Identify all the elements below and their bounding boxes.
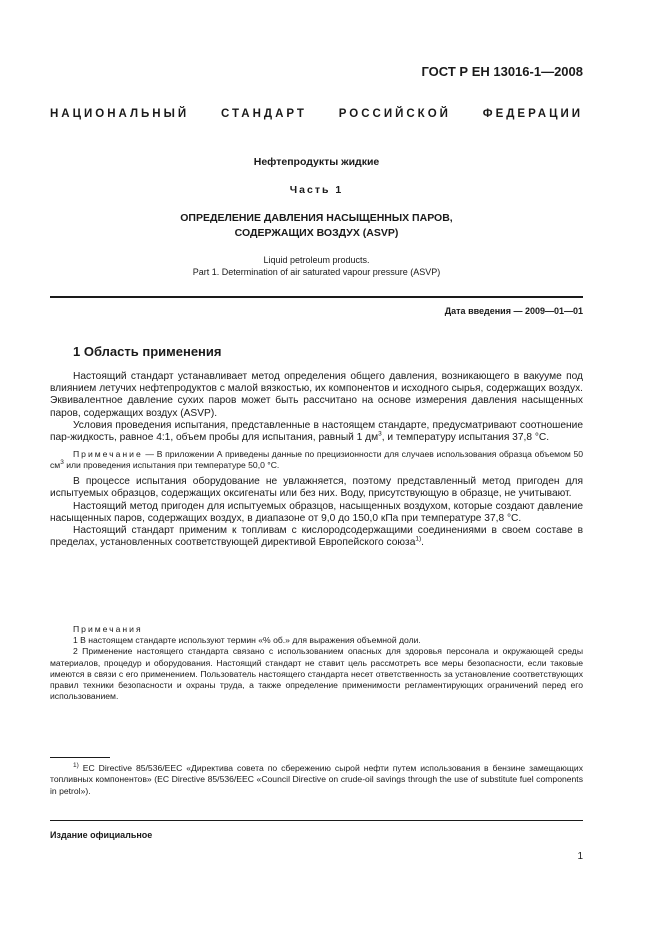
note-text-a: — В приложении А приведены данные по прецизионности для случаев использования образца объемом 50 см bbox=[50, 449, 583, 471]
page-number: 1 bbox=[577, 851, 583, 862]
footnote-reference: 1) bbox=[415, 535, 422, 543]
title-english bbox=[50, 254, 583, 278]
paragraph-5-text-a: Настоящий стандарт применим к топливам с кислородсодержащими соединениями в своем составе в пределах, установленных соответствующей директивой Европейского союза bbox=[50, 525, 583, 549]
note-text-b: или проведения испытания при температуре 50,0 °С. bbox=[63, 460, 280, 471]
title-part: Часть 1 bbox=[289, 184, 344, 196]
note-2: 2 Применение настоящего стандарта связано с использованием опасных для здоровья персонала и окружающей среды материалов, процедур и оборудования. Настоящий стандарт не ставит цель рассмотреть все меры безопасности, если таковые имеются в связи с его применением. Пользователь настоящего стандарта несет ответственность за установление соответствующих правил техники безопасности и охраны труда, а также определение применимости регламентирующих ограничений перед его использованием. bbox=[50, 646, 583, 702]
paragraph-1: Настоящий стандарт устанавливает метод определения общего давления, возникающего в вакууме под влиянием летучих нефтепродуктов с малой вязкостью, их компонентов и исходного сырья, содержащих воздух. Эквивалентное давление сухих паров может быть рассчитано на основе измерения давления насыщенных паров, содержащих воздух (ASVP). bbox=[50, 371, 583, 419]
document-number: ГОСТ Р ЕН 13016-1—2008 bbox=[421, 64, 583, 79]
note-label: Примечание bbox=[73, 449, 143, 460]
title-main-line1: ОПРЕДЕЛЕНИЕ ДАВЛЕНИЯ НАСЫЩЕННЫХ ПАРОВ, bbox=[180, 212, 453, 224]
paragraph-3: В процессе испытания оборудование не увлажняется, поэтому представленный метод пригоден для испытуемых образцов, содержащих оксигенаты или без них. Воду, присутствующую в образце, не учитывают. bbox=[50, 476, 583, 500]
title-subject: Нефтепродукты жидкие bbox=[253, 156, 380, 168]
paragraph-2 bbox=[50, 420, 583, 444]
section-body bbox=[50, 371, 583, 549]
superscript-3: 3 bbox=[378, 430, 382, 438]
title-english-line2: Part 1. Determination of air saturated vapour pressure (ASVP) bbox=[192, 267, 441, 277]
title-main bbox=[50, 211, 583, 241]
notes-label: Примечания bbox=[73, 624, 143, 634]
paragraph-5-text-b: . bbox=[421, 537, 425, 549]
note-precision bbox=[50, 449, 583, 471]
paragraph-5 bbox=[50, 525, 583, 549]
title-main-line2: СОДЕРЖАЩИХ ВОЗДУХ (ASVP) bbox=[234, 227, 399, 239]
notes-block bbox=[50, 624, 583, 702]
official-edition-label: Издание официальное bbox=[50, 830, 153, 840]
footnote-divider bbox=[50, 757, 110, 758]
title-english-line1: Liquid petroleum products. bbox=[263, 255, 370, 265]
national-standard-banner: НАЦИОНАЛЬНЫЙ СТАНДАРТ РОССИЙСКОЙ ФЕДЕРАЦИИ bbox=[50, 108, 583, 120]
paragraph-4: Настоящий метод пригоден для испытуемых образцов, насыщенных воздухом, которые создают давление насыщенных паров, содержащих воздух, в диапазоне от 9,0 до 150,0 кПа при температуре 37,8 °С. bbox=[50, 500, 583, 524]
footnote-text: ЕС Directive 85/536/ЕЕС «Директива совета по сбережению сырой нефти путем использования в бензине замещающих топливных компонентов» (ЕС Directive 85/536/ЕЕС «Council Directive on crude-oil savings through the use of substitute fuel components in petrol»). bbox=[50, 763, 583, 796]
footer-divider bbox=[50, 820, 583, 821]
note-superscript: 3 bbox=[60, 459, 64, 467]
section-heading: 1 Область применения bbox=[73, 344, 222, 359]
note-1: 1 В настоящем стандарте используют термин «% об.» для выражения объемной доли. bbox=[73, 635, 421, 646]
footnote-marker: 1) bbox=[73, 762, 79, 770]
paragraph-2-text-b: , и температуру испытания 37,8 °С. bbox=[381, 432, 550, 444]
title-divider bbox=[50, 296, 583, 298]
introduction-date: Дата введения — 2009—01—01 bbox=[444, 306, 583, 316]
paragraph-2-text-a: Условия проведения испытания, представленные в настоящем стандарте, предусматривают соотношение пар-жидкость, равное 4:1, объем пробы для испытания, равный 1 дм bbox=[50, 419, 583, 444]
footnote bbox=[50, 763, 583, 797]
